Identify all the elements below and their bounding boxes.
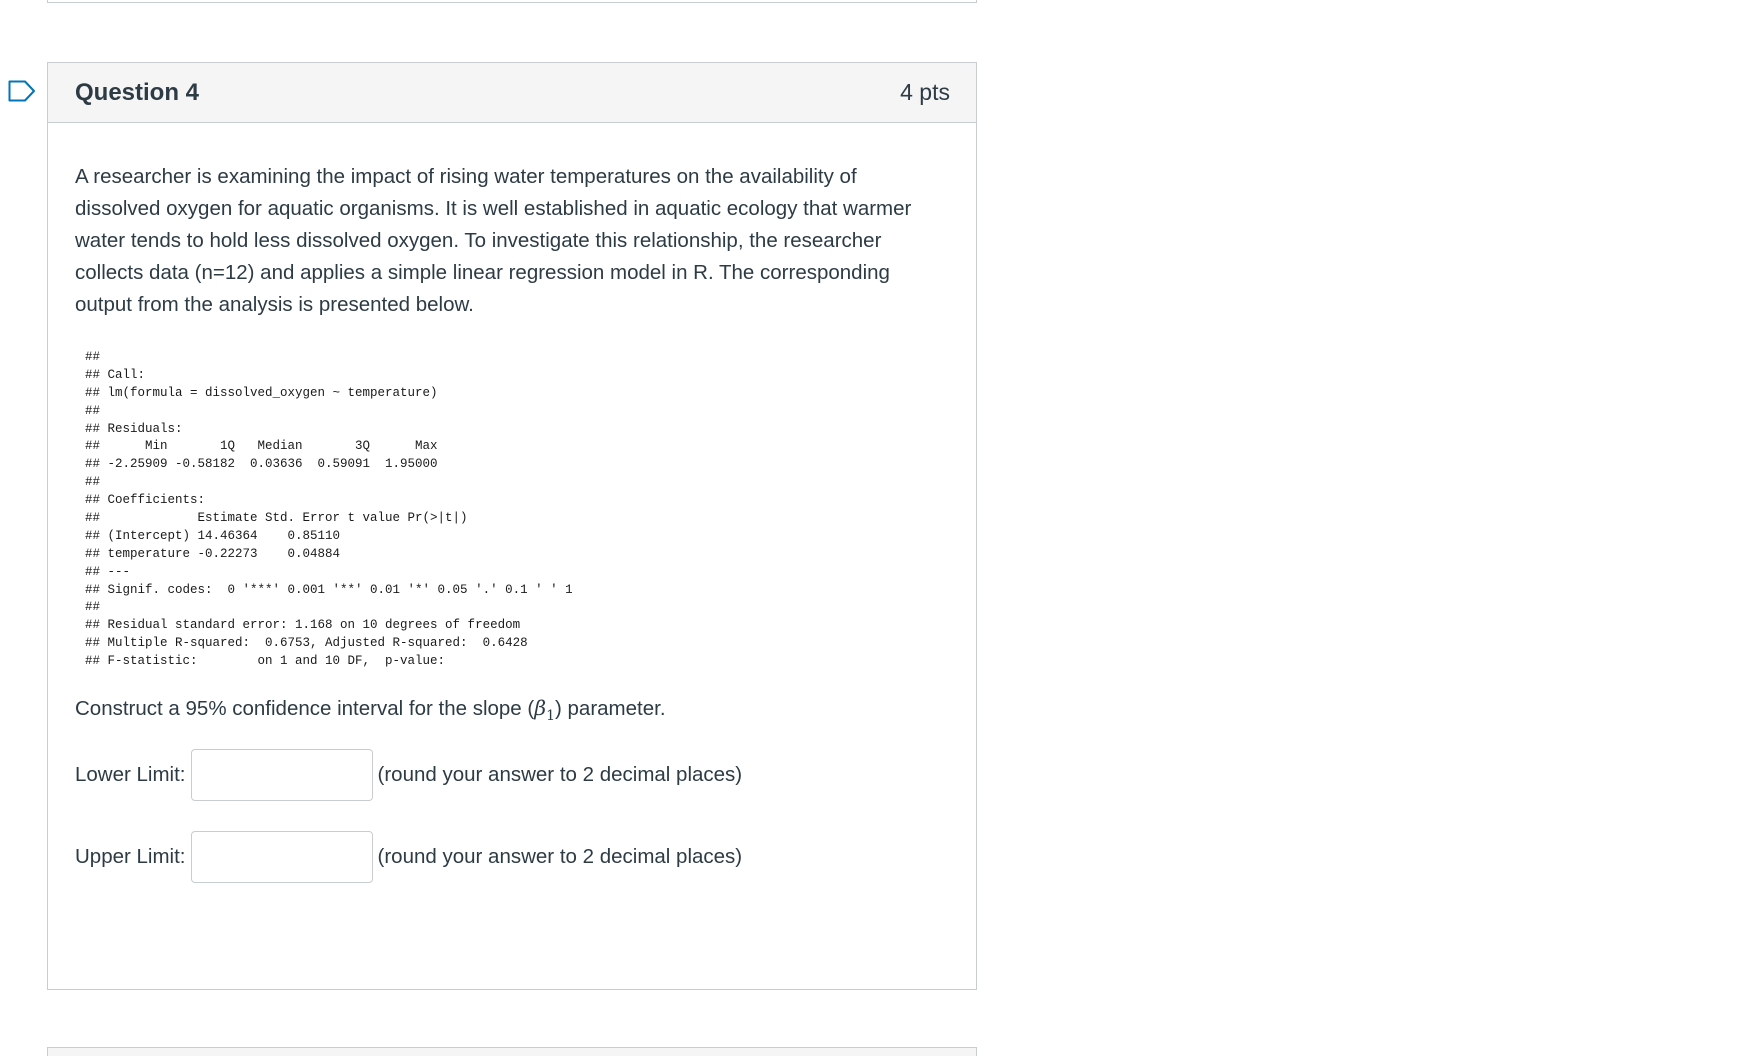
r-output-line: ## Call: <box>85 367 146 382</box>
beta-letter: β <box>534 696 547 721</box>
r-output-line: ## Estimate Std. Error t value Pr(>|t|) <box>85 511 468 526</box>
r-output-line: ## F-statistic: on 1 and 10 DF, p-value: <box>85 654 446 669</box>
flag-question-icon[interactable] <box>8 80 36 102</box>
prompt-text-after: ) parameter. <box>555 697 666 721</box>
confidence-interval-prompt <box>75 693 949 731</box>
question-text: A researcher is examining the impact of rising water temperatures on the availability of dissolved oxygen for aquatic organisms. It is well established in aquatic ecology that warmer water tends to hold less dissolved oxygen. To investigate this relationship, the researcher collects data (n=12) and applies a simple linear regression model in R. The corresponding output from the analysis is presented below. <box>75 165 912 316</box>
r-output-line: ## Min 1Q Median 3Q Max <box>85 439 438 454</box>
next-question-card-edge <box>47 1047 977 1056</box>
upper-limit-row <box>75 831 949 883</box>
r-output-line: ## Residual standard error: 1.168 on 10 degrees of freedom <box>85 618 521 633</box>
beta-symbol <box>534 696 555 725</box>
r-output-line: ## --- <box>85 564 131 579</box>
question-points: 4 pts <box>900 79 950 105</box>
upper-limit-label: Upper Limit: <box>75 845 186 869</box>
question-card <box>47 62 977 990</box>
question-title: Question 4 <box>75 78 200 106</box>
r-output-line: ## temperature -0.22273 0.04884 <box>85 546 341 561</box>
prompt-text-before: Construct a 95% confidence interval for the slope ( <box>75 697 535 721</box>
r-output-line: ## <box>85 350 101 364</box>
r-output-line: ## -2.25909 -0.58182 0.03636 0.59091 1.95000 <box>85 457 438 472</box>
previous-question-card-edge <box>47 0 977 3</box>
r-output-line: ## lm(formula = dissolved_oxygen ~ temperature) <box>85 385 438 400</box>
lower-limit-label: Lower Limit: <box>75 763 186 787</box>
r-regression-output <box>85 349 949 671</box>
r-output-line: ## (Intercept) 14.46364 0.85110 <box>85 528 341 543</box>
question-body <box>48 123 976 883</box>
r-output-line: ## Signif. codes: 0 '***' 0.001 '**' 0.01 '*' 0.05 '.' 0.1 ' ' 1 <box>85 582 573 597</box>
lower-limit-hint: (round your answer to 2 decimal places) <box>377 763 743 787</box>
r-output-line: ## <box>85 600 101 615</box>
lower-limit-row <box>75 749 949 801</box>
upper-limit-input[interactable] <box>191 831 373 883</box>
lower-limit-input[interactable] <box>191 749 373 801</box>
r-output-line: ## Residuals: <box>85 421 183 436</box>
r-output-line: ## Multiple R-squared: 0.6753, Adjusted R-squared: 0.6428 <box>85 636 528 651</box>
r-output-line: ## <box>85 475 101 490</box>
beta-subscript: 1 <box>546 708 555 725</box>
upper-limit-hint: (round your answer to 2 decimal places) <box>377 845 743 869</box>
r-output-line: ## Coefficients: <box>85 493 206 508</box>
question-header <box>48 63 976 123</box>
r-output-line: ## <box>85 403 101 418</box>
